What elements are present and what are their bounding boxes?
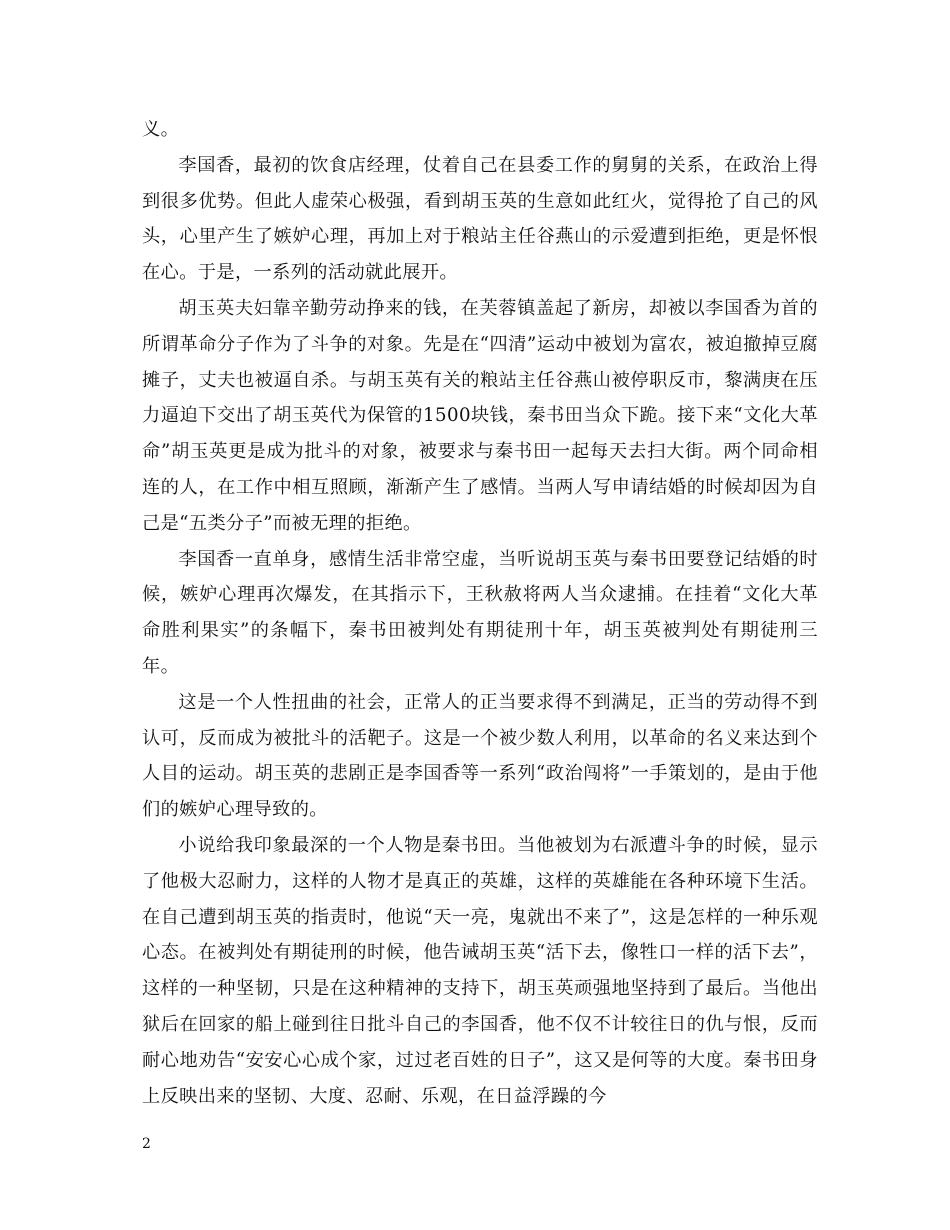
paragraph: 胡玉英夫妇靠辛勤劳动挣来的钱，在芙蓉镇盖起了新房，却被以李国香为首的所谓革命分子作为了斗争的对象。先是在“四清”运动中被划为富农，被迫撤掉豆腐摊子，丈夫也被逼自杀。与胡玉英有关的粮站主任谷燕山被停职反市，黎满庚在压力逼迫下交出了胡玉英代为保管的1500块钱，秦书田当众下跪。接下来“文化大革命”胡玉英更是成为批斗的对象，被要求与秦书田一起每天去扫大街。两个同命相连的人，在工作中相互照顾，渐渐产生了感情。当两人写申请结婚的时候却因为自己是“五类分子”而被无理的拒绝。 — [142, 297, 818, 534]
paragraph: 李国香一直单身，感情生活非常空虚，当听说胡玉英与秦书田要登记结婚的时候，嫉妒心理再次爆发，在其指示下，王秋赦将两人当众逮捕。在挂着“文化大革命胜利果实”的条幅下，秦书田被判处有期徒刑十年，胡玉英被判处有期徒刑三年。 — [142, 548, 818, 677]
paragraph: 小说给我印象最深的一个人物是秦书田。当他被划为右派遭斗争的时候，显示了他极大忍耐力，这样的人物才是真正的英雄，这样的英雄能在各种环境下生活。在自己遭到胡玉英的指责时，他说“天一亮，鬼就出不来了”，这是怎样的一种乐观心态。在被判处有期徒刑的时候，他告诫胡玉英“活下去，像牲口一样的活下去”，这样的一种坚韧，只是在这种精神的支持下，胡玉英顽强地坚持到了最后。当他出狱后在回家的船上碰到往日批斗自己的李国香，他不仅不计较往日的仇与恨，反而耐心地劝告“安安心心成个家，过过老百姓的日子”，这又是何等的大度。秦书田身上反映出来的坚韧、大度、忍耐、乐观，在日益浮躁的今 — [142, 834, 818, 1107]
page-number: 2 — [142, 1136, 151, 1152]
paragraph: 这是一个人性扭曲的社会，正常人的正当要求得不到满足，正当的劳动得不到认可，反而成为被批斗的活靶子。这是一个被少数人利用，以革命的名义来达到个人目的运动。胡玉英的悲剧正是李国香等一系列“政治闯将”一手策划的，是由于他们的嫉妒心理导致的。 — [142, 691, 818, 821]
body-text — [142, 112, 818, 1114]
paragraph: 李国香，最初的饮食店经理，仗着自己在县委工作的舅舅的关系，在政治上得到很多优势。但此人虚荣心极强，看到胡玉英的生意如此红火，觉得抢了自己的风头，心里产生了嫉妒心理，再加上对于粮站主任谷燕山的示爱遭到拒绝，更是怀恨在心。于是，一系列的活动就此展开。 — [142, 154, 818, 284]
paragraph-continuation: 义。 — [142, 119, 180, 140]
